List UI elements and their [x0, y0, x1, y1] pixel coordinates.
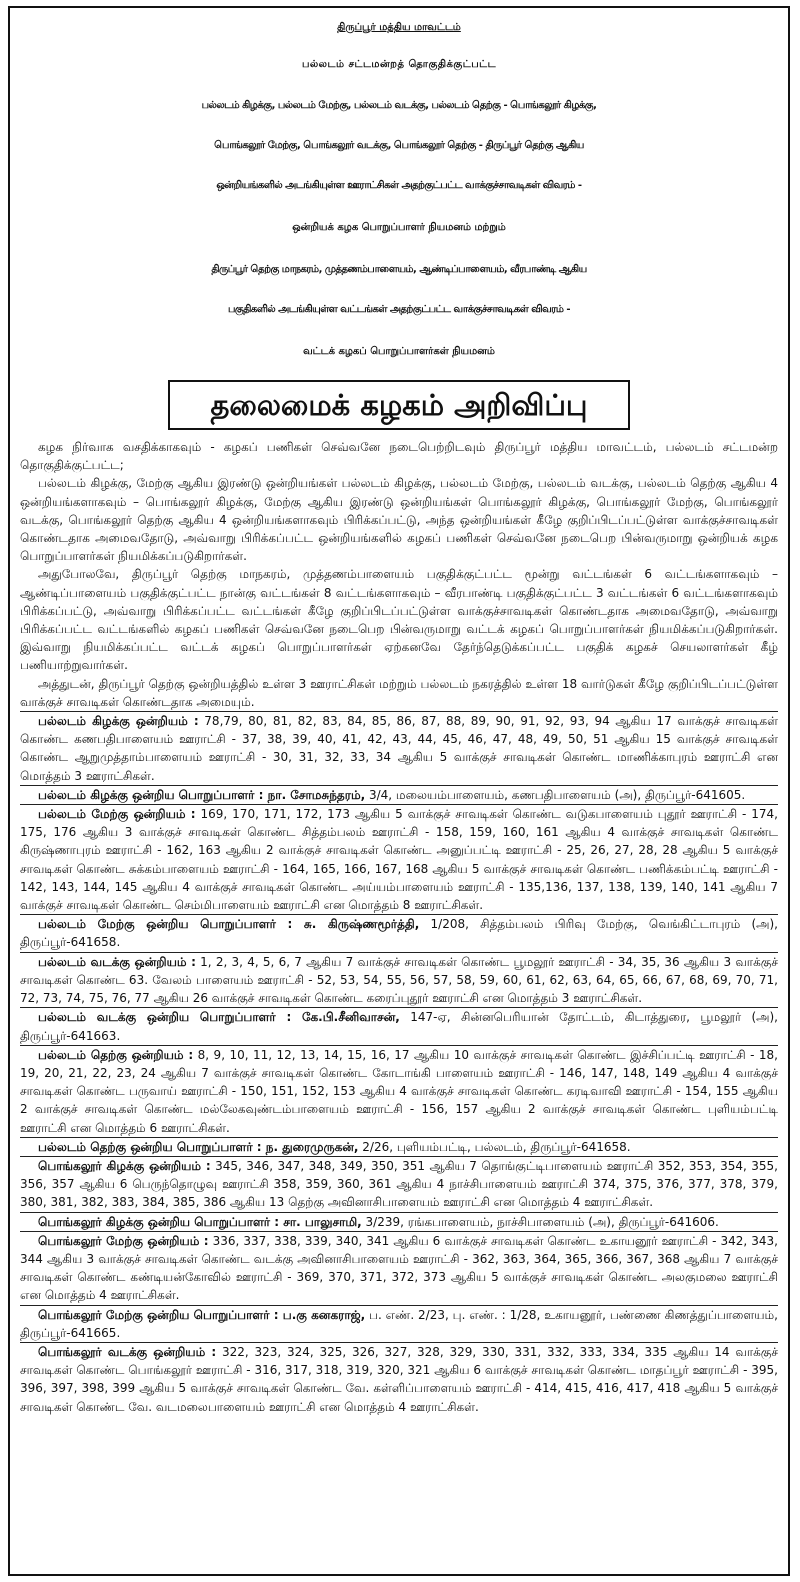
section-label: பல்லடம் மேற்கு ஒன்றிய பொறுப்பாளர் : சு. கிருஷ்ணமூர்த்தி,: [38, 917, 420, 932]
section-palladam-west-union: [20, 804, 778, 914]
notice-body: [10, 438, 788, 1416]
notice-header: [10, 8, 788, 374]
section-label: பொங்கலூர் கிழக்கு ஒன்றியம் :: [38, 1158, 211, 1173]
heading-ward-appointment: வட்டக் கழகப் பொறுப்பாளர்கள் நியமனம்: [303, 346, 495, 357]
section-palladam-south-union: [20, 1045, 778, 1137]
heading-line-2: பொங்கலூர் மேற்கு, பொங்கலூர் வடக்கு, பொங்கலூர் தெற்கு - திருப்பூர் தெற்கு ஆகிய: [214, 140, 584, 151]
section-label: பொங்கலூர் மேற்கு ஒன்றியம் :: [38, 1233, 209, 1248]
heading-line-1: பல்லடம் கிழக்கு, பல்லடம் மேற்கு, பல்லடம் வடக்கு, பல்லடம் தெற்கு - பொங்கலூர் கிழக்கு,: [201, 100, 597, 111]
section-text: 169, 170, 171, 172, 173 ஆகிய 5 வாக்குச் சாவடிகள் கொண்ட வடுகபாளையம் புதூர் ஊராட்சி - 174, 175, 176 ஆகிய 3 வாக்குச் சாவடிகள் கொண்ட சித்தம்பலம் ஊராட்சி - 158, 159, 160, 161 ஆகிய 4 வாக்குச் சாவடிகள் கொண்ட கிருஷ்ணாபுரம் ஊராட்சி - 162, 163 ஆகிய 2 வாக்குச் சாவடிகள் கொண்ட அனுப்பட்டி ஊராட்சி - 25, 26, 27, 28, 28 ஆகிய 5 வாக்குச் சாவடிகள் கொண்ட சுக்கம்பாளையம் ஊராட்சி - 164, 165, 166, 167, 168 ஆகிய 5 வாக்குச் சாவடிகள் கொண்ட பணிக்கம்பட்டி ஊராட்சி - 142, 143, 144, 145 ஆகிய 4 வாக்குச் சாவடிகள் கொண்ட அய்யம்பாளையம் ஊராட்சி - 135,136, 137, 138, 139, 140, 141 ஆகிய 7 வாக்குச் சாவடிகள் கொண்ட செம்மிபாளையம் ஊராட்சி என மொத்தம் 8 ஊராட்சிகள்.: [20, 807, 778, 913]
section-label: பல்லடம் மேற்கு ஒன்றியம் :: [38, 807, 196, 822]
heading-line-5: திருப்பூர் தெற்கு மாநகரம், முத்தணம்பாளையம், ஆண்டிப்பாளையம், வீரபாண்டி ஆகிய: [211, 264, 587, 275]
section-label: பல்லடம் தெற்கு ஒன்றிய பொறுப்பாளர் : ந. துரைமுருகன்,: [38, 1139, 359, 1154]
section-palladam-east-incharge: [20, 785, 778, 804]
notice-frame: [8, 6, 790, 1576]
announcement-badge: தலைமைக் கழகம் அறிவிப்பு: [168, 380, 629, 430]
section-label: பல்லடம் கிழக்கு ஒன்றிய பொறுப்பாளர் : நா. சோமசுந்தரம்,: [38, 787, 366, 802]
tiruppur-south-paragraph: அத்துடன், திருப்பூர் தெற்கு ஒன்றியத்தில் உள்ள 3 ஊராட்சிகள் மற்றும் பல்லடம் நகரத்தில் உள்ள 18 வார்டுகள் கீழே குறிப்பிடப்பட்டுள்ள வாக்குச் சாவடிகள் கொண்டதாக அமையும்.: [20, 676, 779, 709]
section-text: 2/26, புளியம்பட்டி, பல்லடம், திருப்பூர்-641658.: [358, 1139, 631, 1154]
section-palladam-north-incharge: [20, 1007, 778, 1044]
intro-paragraph: கழக நிர்வாக வசதிக்காகவும் - கழகப் பணிகள் செவ்வனே நடைபெற்றிடவும் திருப்பூர் மத்திய மாவட்டம், பல்லடம் சட்டமன்ற தொகுதிக்குட்பட்ட;: [20, 440, 778, 473]
union-split-paragraph: பல்லடம் கிழக்கு, மேற்கு ஆகிய இரண்டு ஒன்றியங்கள் பல்லடம் கிழக்கு, பல்லடம் மேற்கு, பல்லடம் வடக்கு, பல்லடம் தெற்கு ஆகிய 4 ஒன்றியங்களாகவும் – பொங்கலூர் கிழக்கு, மேற்கு ஆகிய இரண்டு ஒன்றியங்கள் பொங்கலூர் கிழக்கு, பொங்கலூர் மேற்கு, பொங்கலூர் வடக்கு, பொங்கலூர் தெற்கு ஆகிய 4 ஒன்றியங்களாகவும் பிரிக்கப்பட்டு, அந்த ஒன்றியங்கள் கீழே குறிப்பிடப்பட்டுள்ள வாக்குச்சாவடிகள் கொண்டதாக அமைவதோடு, அவ்வாறு பிரிக்கப்பட்ட ஒன்றியங்களில் கழகப் பணிகள் செவ்வனே நடைபெற பின்வருமாறு ஒன்றியக் கழக பொறுப்பாளர்கள் நியமிக்கப்படுகிறார்கள்.: [20, 476, 778, 564]
section-label: பல்லடம் கிழக்கு ஒன்றியம் :: [38, 714, 199, 729]
section-label: பல்லடம் தெற்கு ஒன்றியம் :: [38, 1047, 194, 1062]
section-palladam-south-incharge: [20, 1137, 778, 1156]
heading-line-3: ஒன்றியங்களில் அடங்கியுள்ள ஊராட்சிகள் அதற்குட்பட்ட வாக்குச்சாவடிகள் விவரம் -: [216, 180, 582, 191]
section-text: 322, 323, 324, 325, 326, 327, 328, 329, 330, 331, 332, 333, 334, 335 ஆகிய 14 வாக்குச் சாவடிகள் கொண்ட பொங்கலூர் ஊராட்சி - 316, 317, 318, 319, 320, 321 ஆகிய 6 வாக்குச் சாவடிகள் கொண்ட மாதப்பூர் ஊராட்சி - 395, 396, 397, 398, 399 ஆகிய 5 வாக்குச் சாவடிகள் கொண்ட வே. கள்ளிப்பாளையம் ஊராட்சி - 414, 415, 416, 417, 418 ஆகிய 5 வாக்குச் சாவடிகள் கொண்ட வே. வடமலைபாளையம் ஊராட்சி என மொத்தம் 4 ஊராட்சிகள்.: [20, 1344, 778, 1414]
section-label: பொங்கலூர் மேற்கு ஒன்றிய பொறுப்பாளர் : ப.கு கனகராஜ்,: [38, 1307, 366, 1322]
section-text: 3/4, மலையம்பாளையம், கணபதிபாளையம் (அ), திருப்பூர்-641605.: [365, 787, 746, 802]
section-pongalur-west-union: [20, 1231, 778, 1305]
section-label: பொங்கலூர் வடக்கு ஒன்றியம் :: [38, 1344, 217, 1359]
section-text: 345, 346, 347, 348, 349, 350, 351 ஆகிய 7 தொங்குட்டிபாளையம் ஊராட்சி 352, 353, 354, 355, 356, 357 ஆகிய 6 பெருந்தொழுவு ஊராட்சி 358, 359, 360, 361 ஆகிய 4 நாச்சிபாளையம் ஊராட்சி 374, 375, 376, 377, 378, 379, 380, 381, 382, 383, 384, 385, 386 ஆகிய 13 தெற்கு அவினாசிபாளையம் ஊராட்சி என மொத்தம் 4 ஊராட்சிகள்.: [20, 1158, 778, 1210]
heading-line-6: பகுதிகளில் அடங்கியுள்ள வட்டங்கள் அதற்குட்பட்ட வாக்குச்சாவடிகள் விவரம் -: [227, 304, 571, 315]
section-text: ப. எண். 2/23, பு. எண். : 1/28, உகாயனூர், பண்ணை கிணத்துப்பாளையம், திருப்பூர்-641665.: [20, 1307, 778, 1340]
district-title: திருப்பூர் மத்திய மாவட்டம்: [337, 22, 461, 33]
section-pongalur-north-union: [20, 1342, 778, 1416]
section-text: 78,79, 80, 81, 82, 83, 84, 85, 86, 87, 88, 89, 90, 91, 92, 93, 94 ஆகிய 17 வாக்குச் சாவடிகள் கொண்ட கணபதிபாளையம் ஊராட்சி - 37, 38, 39, 40, 41, 42, 43, 44, 45, 46, 47, 48, 49, 50, 51 ஆகிய 15 வாக்குச் சாவடிகள் கொண்ட ஆறுமுத்தாம்பாளையம் ஊராட்சி - 30, 31, 32, 33, 34 ஆகிய 5 வாக்குச் சாவடிகள் கொண்ட மாணிக்காபுரம் ஊராட்சி என மொத்தம் 3 ஊராட்சிகள்.: [20, 714, 779, 783]
constituency-title: பல்லடம் சட்டமன்றத் தொகுதிக்குட்பட்ட: [301, 59, 497, 70]
heading-union-appointment: ஒன்றியக் கழக பொறுப்பாளர் நியமனம் மற்றும்: [292, 222, 506, 233]
section-text: 336, 337, 338, 339, 340, 341 ஆகிய 6 வாக்குச் சாவடிகள் கொண்ட உகாயனூர் ஊராட்சி - 342, 343, 344 ஆகிய 3 வாக்குச் சாவடிகள் கொண்ட வடக்கு அவினாசிபாளையம் ஊராட்சி - 362, 363, 364, 365, 366, 367, 368 ஆகிய 7 வாக்குச் சாவடிகள் கொண்ட கண்டியன்கோவில் ஊராட்சி - 369, 370, 371, 372, 373 ஆகிய 5 வாக்குச் சாவடிகள் கொண்ட அலகுமலை ஊராட்சி என மொத்தம் 4 ஊராட்சிகள்.: [20, 1233, 778, 1303]
section-label: பல்லடம் வடக்கு ஒன்றியம் :: [38, 954, 196, 969]
section-palladam-north-union: [20, 952, 778, 1008]
section-palladam-east-union: [20, 711, 778, 785]
section-text: 3/239, ரங்கபாளையம், நாச்சிபாளையம் (அ), திருப்பூர்-641606.: [361, 1214, 719, 1229]
section-text: 1, 2, 3, 4, 5, 6, 7 ஆகிய 7 வாக்குச் சாவடிகள் கொண்ட பூமலூர் ஊராட்சி - 34, 35, 36 ஆகிய 3 வாக்குச் சாவடிகள் கொண்ட 63. வேலம் பாளையம் ஊராட்சி - 52, 53, 54, 55, 56, 57, 58, 59, 60, 61, 62, 63, 64, 65, 66, 67, 68, 69, 70, 71, 72, 73, 74, 75, 76, 77 ஆகிய 26 வாக்குச் சாவடிகள் கொண்ட கரைப்புதூர் ஊராட்சி என மொத்தம் 3 ஊராட்சிகள்.: [20, 954, 778, 1006]
section-text: 1/208, சித்தம்பலம் பிரிவு மேற்கு, வெங்கிட்டாபுரம் (அ), திருப்பூர்-641658.: [20, 917, 778, 950]
section-pongalur-east-incharge: [20, 1212, 778, 1231]
section-label: பல்லடம் வடக்கு ஒன்றிய பொறுப்பாளர் : கே.பி.சீனிவாசன்,: [38, 1010, 400, 1025]
section-pongalur-east-union: [20, 1156, 778, 1212]
ward-split-paragraph: அதுபோலவே, திருப்பூர் தெற்கு மாநகரம், முத்தணம்பாளையம் பகுதிக்குட்பட்ட மூன்று வட்டங்கள் 6 வட்டங்களாகவும் – ஆண்டிப்பாளையம் பகுதிக்குட்பட்ட நான்கு வட்டங்கள் 8 வட்டங்களாகவும் – வீரபாண்டி பகுதிக்குட்பட்ட 3 வட்டங்கள் 6 வட்டங்களாகவும் பிரிக்கப்பட்டு, அவ்வாறு பிரிக்கப்பட்ட வட்டங்கள் கீழே குறிப்பிடப்பட்டுள்ள வாக்குச்சாவடிகள் கொண்டதாக அமைவதோடு, அவ்வாறு பிரிக்கப்பட்ட வட்டங்களில் கழகப் பணிகள் செவ்வனே நடைபெற பின்வருமாறு வட்டக் கழகப் பொறுப்பாளர்கள் நியமிக்கப்படுகிறார்கள். இவ்வாறு நியமிக்கப்பட்ட வட்டக் கழகப் பொறுப்பாளர்கள் ஏற்கனவே தேர்ந்தெடுக்கப்பட்ட பகுதிக் கழகச் செயலாளர்கள் கீழ் பணியாற்றுவார்கள்.: [20, 567, 778, 673]
section-label: பொங்கலூர் கிழக்கு ஒன்றிய பொறுப்பாளர் : சா. பாலுசாமி,: [38, 1214, 362, 1229]
section-text: 147-ஏ, சின்னபெரியான் தோட்டம், கிடாத்துரை, பூமலூர் (அ), திருப்பூர்-641663.: [20, 1010, 778, 1043]
section-text: 8, 9, 10, 11, 12, 13, 14, 15, 16, 17 ஆகிய 10 வாக்குச் சாவடிகள் கொண்ட இச்சிப்பட்டி ஊராட்சி - 18, 19, 20, 21, 22, 23, 24 ஆகிய 7 வாக்குச் சாவடிகள் கொண்ட கோடாங்கி பாளையம் ஊராட்சி - 146, 147, 148, 149 ஆகிய 4 வாக்குச் சாவடிகள் கொண்ட பருவாய் ஊராட்சி - 150, 151, 152, 153 ஆகிய 4 வாக்குச் சாவடிகள் கொண்ட கரடிவாவி ஊராட்சி - 154, 155 ஆகிய 2 வாக்குச் சாவடிகள் கொண்ட மல்லேகவுண்டம்பாளையம் ஊராட்சி - 156, 157 ஆகிய 2 வாக்குச் சாவடிகள் கொண்ட புளியம்பட்டி ஊராட்சி என மொத்தம் 6 ஊராட்சிகள்.: [20, 1047, 779, 1135]
section-palladam-west-incharge: [20, 914, 778, 951]
section-pongalur-west-incharge: [20, 1305, 778, 1342]
announcement-wrap: [10, 380, 788, 430]
